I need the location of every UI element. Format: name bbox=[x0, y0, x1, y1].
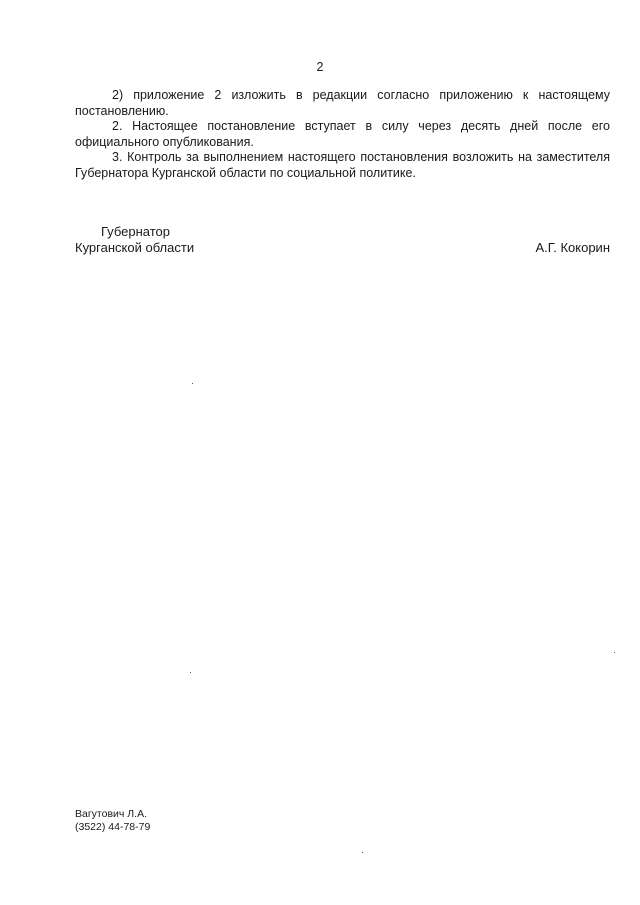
signatory-name: А.Г. Кокорин bbox=[535, 240, 610, 255]
body-text bbox=[75, 88, 610, 181]
signatory-title-line1: Губернатор bbox=[101, 224, 170, 239]
signature-row bbox=[75, 240, 610, 256]
signatory-title-line2: Курганской области bbox=[75, 240, 195, 255]
page-number: 2 bbox=[316, 60, 324, 74]
scan-speck bbox=[190, 672, 191, 673]
paragraph-amendment: 2) приложение 2 изложить в редакции согласно приложению к настоящему постановлению. bbox=[75, 88, 610, 118]
scan-speck bbox=[362, 852, 363, 853]
scan-speck bbox=[614, 652, 615, 653]
scan-speck bbox=[192, 383, 193, 384]
executor-phone: (3522) 44-78-79 bbox=[75, 821, 151, 833]
executor-name: Вагутович Л.А. bbox=[75, 808, 148, 820]
paragraph-effective-date: 2. Настоящее постановление вступает в силу через десять дней после его официального опубликования. bbox=[75, 119, 610, 149]
executor-block bbox=[75, 808, 150, 834]
signature-block bbox=[75, 224, 610, 256]
paragraph-control: 3. Контроль за выполнением настоящего постановления возложить на заместителя Губернатора Курганской области по социальной политике. bbox=[75, 150, 610, 180]
